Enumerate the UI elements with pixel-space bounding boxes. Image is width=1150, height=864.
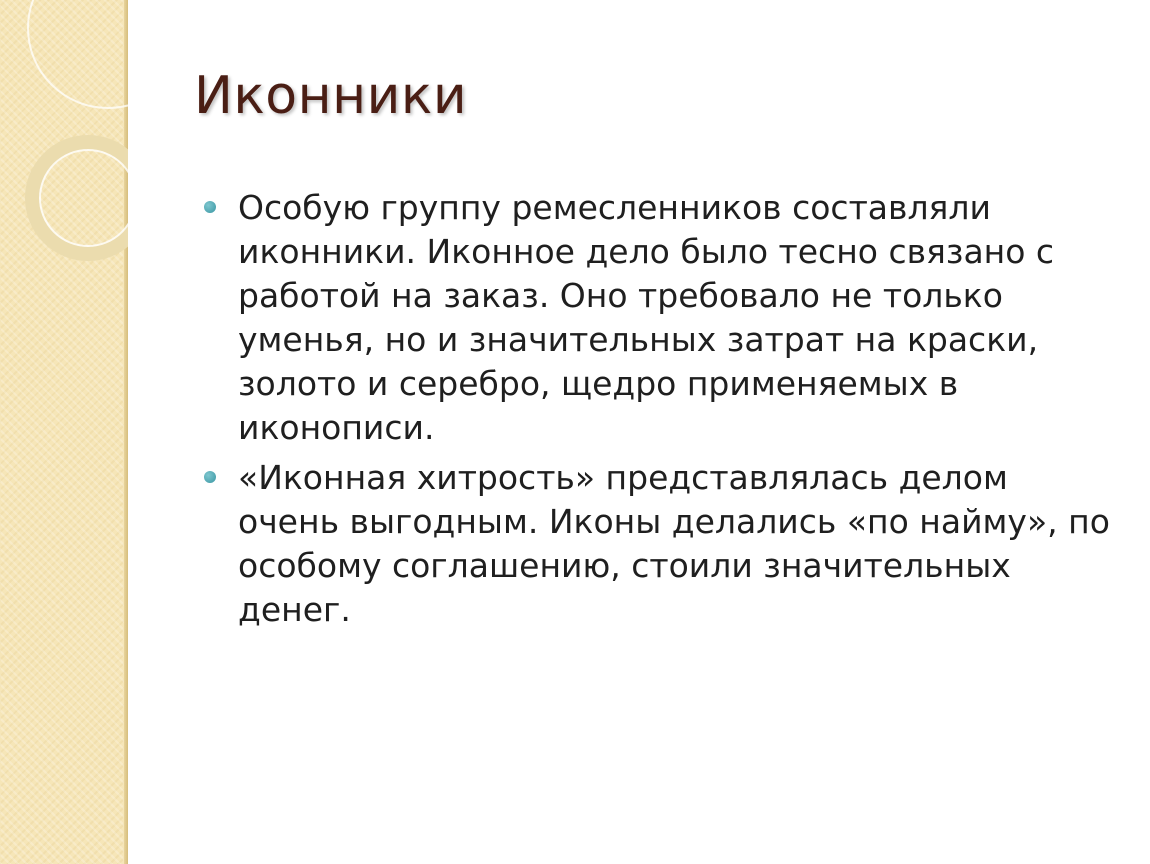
- decor-circle-top: [28, 0, 128, 108]
- bullet-item-2: [238, 456, 1118, 632]
- decor-circle-inner: [40, 150, 128, 246]
- bullet-icon: [204, 471, 216, 483]
- bullet-text-2: «Иконная хитрость» представлялась делом очень выгодным. Иконы делались «по найму», по особому соглашению, стоили значительных денег.: [238, 458, 1110, 629]
- bullet-item-1: [238, 186, 1118, 450]
- slide-title: Иконники: [194, 66, 468, 126]
- bullet-list: [238, 186, 1118, 638]
- bullet-text-1: Особую группу ремесленников составляли иконники. Иконное дело было тесно связано с работой на заказ. Оно требовало не только уменья, но и значительных затрат на краски, золото и серебро, щедро применяемых в иконописи.: [238, 188, 1055, 447]
- decorative-circles: [0, 0, 128, 300]
- decor-circle-ring: [32, 142, 128, 254]
- bullet-icon: [204, 201, 216, 213]
